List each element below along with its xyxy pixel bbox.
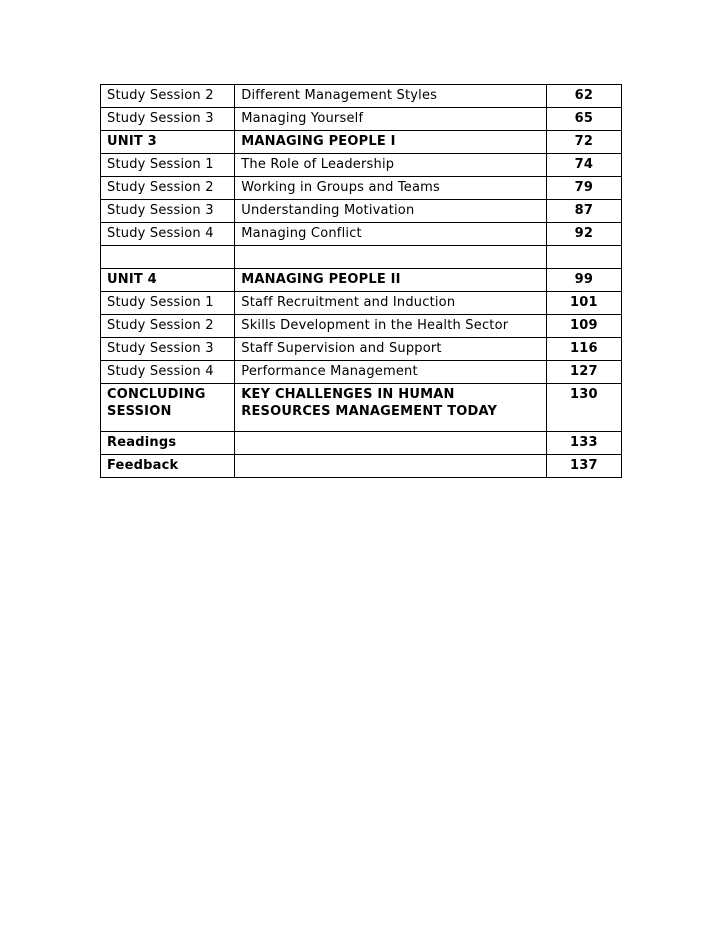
table-row <box>101 154 622 177</box>
empty-cell <box>235 455 547 478</box>
toc-title-cell: Managing Yourself <box>235 108 547 131</box>
toc-section-cell: Readings <box>101 432 235 455</box>
toc-page-cell: 101 <box>546 292 621 315</box>
toc-page-cell: 72 <box>546 131 621 154</box>
toc-session-cell: Study Session 3 <box>101 338 235 361</box>
table-row-feedback <box>101 455 622 478</box>
toc-body <box>101 85 622 478</box>
table-row <box>101 200 622 223</box>
table-row <box>101 108 622 131</box>
toc-session-cell: Study Session 3 <box>101 108 235 131</box>
toc-page-cell: 65 <box>546 108 621 131</box>
empty-cell <box>546 246 621 269</box>
toc-title-cell: Managing Conflict <box>235 223 547 246</box>
toc-page-cell: 62 <box>546 85 621 108</box>
toc-session-cell: Study Session 1 <box>101 292 235 315</box>
empty-cell <box>235 432 547 455</box>
toc-unit-title-cell: KEY CHALLENGES IN HUMAN RESOURCES MANAGEMENT TODAY <box>235 384 547 432</box>
table-row-readings <box>101 432 622 455</box>
table-row-empty <box>101 246 622 269</box>
toc-session-cell: Study Session 1 <box>101 154 235 177</box>
table-row <box>101 177 622 200</box>
toc-page-cell: 130 <box>546 384 621 432</box>
toc-page-cell: 74 <box>546 154 621 177</box>
toc-title-cell: Different Management Styles <box>235 85 547 108</box>
toc-page-cell: 109 <box>546 315 621 338</box>
toc-title-cell: Skills Development in the Health Sector <box>235 315 547 338</box>
toc-title-cell: Understanding Motivation <box>235 200 547 223</box>
toc-session-cell: Study Session 4 <box>101 361 235 384</box>
toc-title-cell: Staff Supervision and Support <box>235 338 547 361</box>
toc-session-cell: Study Session 2 <box>101 177 235 200</box>
toc-session-cell: Study Session 2 <box>101 315 235 338</box>
toc-unit-cell: CONCLUDING SESSION <box>101 384 235 432</box>
toc-title-cell: Performance Management <box>235 361 547 384</box>
table-row <box>101 85 622 108</box>
empty-cell <box>101 246 235 269</box>
toc-title-cell: Working in Groups and Teams <box>235 177 547 200</box>
empty-cell <box>235 246 547 269</box>
toc-page-cell: 137 <box>546 455 621 478</box>
table-row <box>101 338 622 361</box>
toc-title-cell: Staff Recruitment and Induction <box>235 292 547 315</box>
toc-page-cell: 116 <box>546 338 621 361</box>
table-row-unit-heading <box>101 269 622 292</box>
toc-unit-cell: UNIT 3 <box>101 131 235 154</box>
toc-page-cell: 127 <box>546 361 621 384</box>
toc-section-cell: Feedback <box>101 455 235 478</box>
toc-page-cell: 79 <box>546 177 621 200</box>
toc-session-cell: Study Session 4 <box>101 223 235 246</box>
toc-title-cell: The Role of Leadership <box>235 154 547 177</box>
table-row <box>101 315 622 338</box>
toc-session-cell: Study Session 3 <box>101 200 235 223</box>
toc-unit-title-cell: MANAGING PEOPLE I <box>235 131 547 154</box>
toc-page-cell: 99 <box>546 269 621 292</box>
toc-page-cell: 133 <box>546 432 621 455</box>
table-of-contents <box>100 84 622 478</box>
toc-page-cell: 87 <box>546 200 621 223</box>
table-row-unit-heading <box>101 131 622 154</box>
table-row <box>101 361 622 384</box>
table-row <box>101 223 622 246</box>
toc-page-cell: 92 <box>546 223 621 246</box>
toc-unit-cell: UNIT 4 <box>101 269 235 292</box>
table-row-concluding <box>101 384 622 432</box>
toc-session-cell: Study Session 2 <box>101 85 235 108</box>
toc-unit-title-cell: MANAGING PEOPLE II <box>235 269 547 292</box>
table-row <box>101 292 622 315</box>
